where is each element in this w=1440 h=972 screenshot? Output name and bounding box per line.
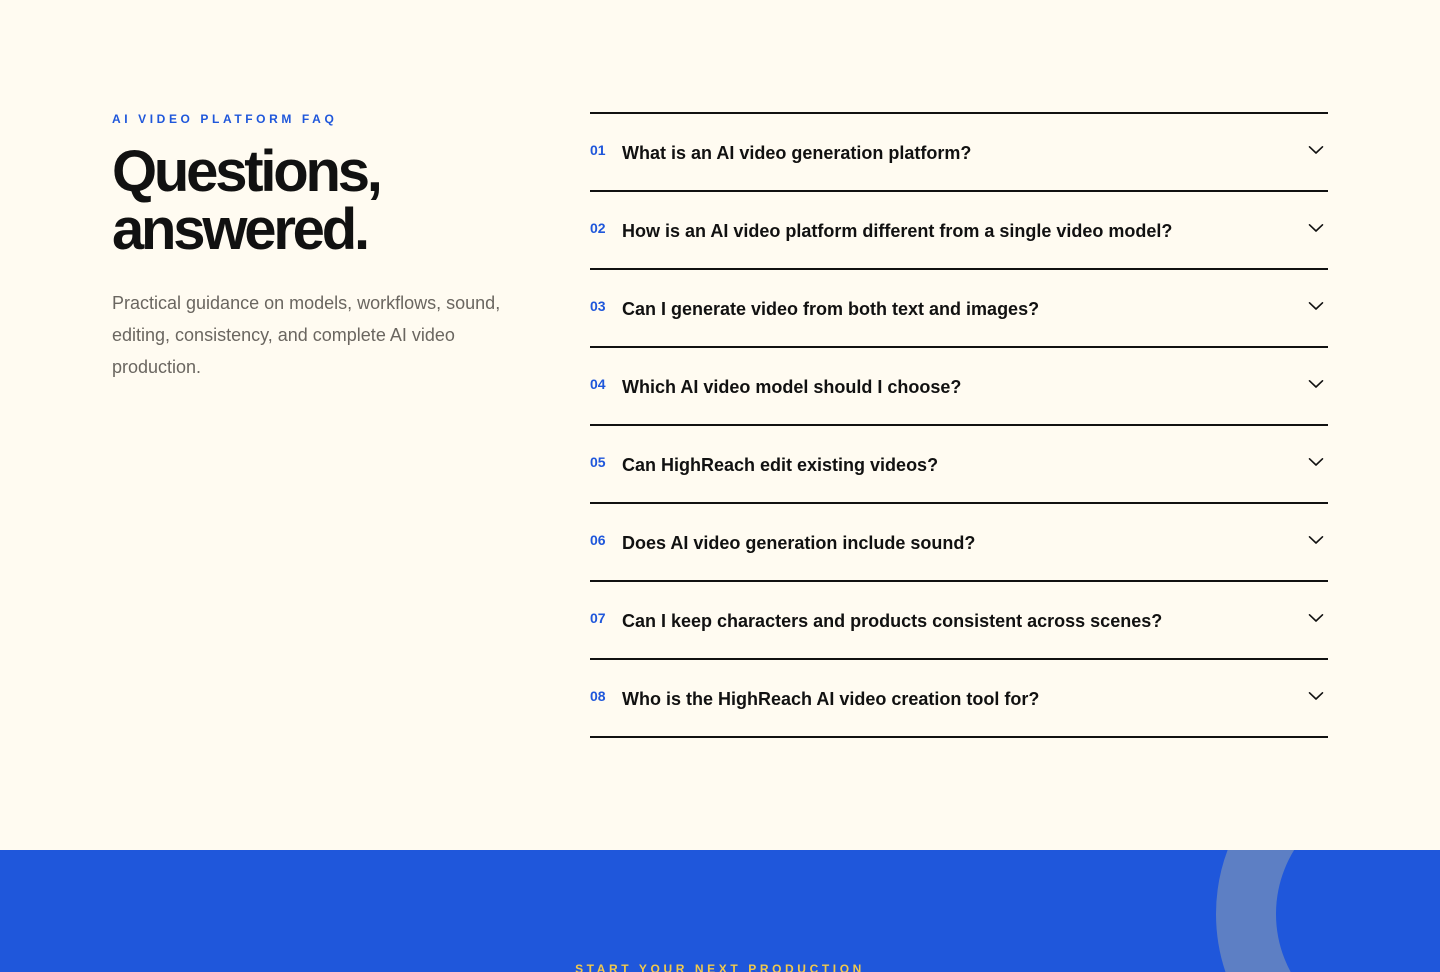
headline-line-2: answered. — [112, 197, 367, 262]
faq-item[interactable] — [590, 582, 1328, 660]
faq-item[interactable] — [590, 348, 1328, 426]
faq-item[interactable] — [590, 660, 1328, 738]
faq-item-number: 01 — [590, 142, 606, 158]
faq-item-question[interactable]: Can HighReach edit existing videos? — [622, 455, 939, 475]
cta-band — [0, 850, 1440, 972]
faq-item-number: 07 — [590, 610, 606, 626]
headline-line-1: Questions, — [112, 139, 380, 204]
faq-item-number: 06 — [590, 532, 606, 548]
chevron-down-icon[interactable] — [1308, 454, 1324, 470]
faq-item[interactable] — [590, 270, 1328, 348]
faq-item[interactable] — [590, 426, 1328, 504]
decorative-arc — [1216, 850, 1440, 972]
chevron-down-icon[interactable] — [1308, 532, 1324, 548]
faq-accordion — [590, 112, 1328, 738]
faq-description: Practical guidance on models, workflows, sound, editing, consistency, and complete AI video production. — [112, 293, 501, 377]
faq-intro — [112, 112, 532, 383]
faq-item-question[interactable]: Does AI video generation include sound? — [622, 533, 976, 553]
chevron-down-icon[interactable] — [1308, 142, 1324, 158]
faq-item[interactable] — [590, 504, 1328, 582]
faq-item-question[interactable]: Which AI video model should I choose? — [622, 377, 962, 397]
faq-item-number: 04 — [590, 376, 606, 392]
chevron-down-icon[interactable] — [1308, 376, 1324, 392]
faq-item-number: 02 — [590, 220, 606, 236]
faq-headline — [112, 139, 532, 262]
faq-item-number: 05 — [590, 454, 606, 470]
faq-item-number: 03 — [590, 298, 606, 314]
faq-item-question[interactable]: What is an AI video generation platform? — [622, 143, 972, 163]
chevron-down-icon[interactable] — [1308, 298, 1324, 314]
faq-item-question[interactable]: How is an AI video platform different from a single video model? — [622, 221, 1173, 241]
faq-item[interactable] — [590, 114, 1328, 192]
faq-eyebrow: AI VIDEO PLATFORM FAQ — [112, 112, 338, 126]
faq-item[interactable] — [590, 192, 1328, 270]
chevron-down-icon[interactable] — [1308, 220, 1324, 236]
faq-item-question[interactable]: Can I generate video from both text and images? — [622, 299, 1040, 319]
chevron-down-icon[interactable] — [1308, 688, 1324, 704]
faq-item-question[interactable]: Can I keep characters and products consistent across scenes? — [622, 611, 1163, 631]
faq-item-number: 08 — [590, 688, 606, 704]
chevron-down-icon[interactable] — [1308, 610, 1324, 626]
cta-eyebrow: START YOUR NEXT PRODUCTION — [575, 962, 865, 972]
faq-item-question[interactable]: Who is the HighReach AI video creation tool for? — [622, 689, 1040, 709]
